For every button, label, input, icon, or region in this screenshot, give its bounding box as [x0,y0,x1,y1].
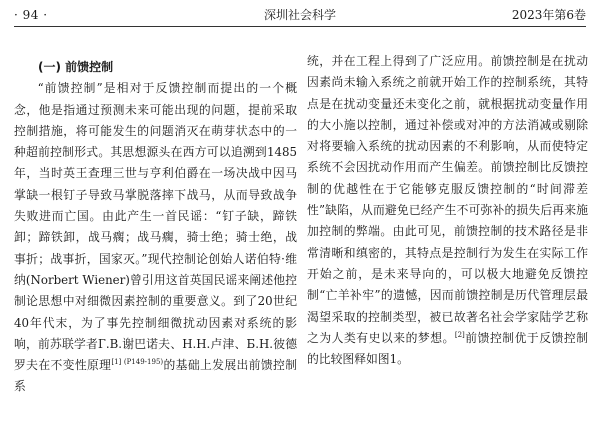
paragraph-text: 的基础上发展出前馈控制系 [14,358,297,394]
paragraph-text: 统，并在工程上得到了广泛应用。前馈控制是在扰动因素尚未输入系统之前就开始工作的控制系统，其特点是在扰动变量还未变化之前，就根据扰动变量作用的大小施以控制，通过补偿或对冲的方法消减或剔除对将要输入系统的扰动因素的不利影响，从而使特定系统不会因扰动作用而产生偏差。前馈控制比反馈控制的优越性在于它能够克服反馈控制的“时间滞差性”缺陷，从而避免已经产生不可弥补的损失后再来施加控制的弊端。由此可见，前馈控制的技术路径是非常清晰和缜密的，其特点是控制行为发生在实际工作开始之前，是未来导向的，可以极大地避免反馈控制“亡羊补牢”的遗憾，因而前馈控制是历代管理层最渴望采取的控制类型，被已故著名社会学家陆学艺称之为人类有史以来的梦想。 [307,54,588,345]
section-heading: (一) 前馈控制 [38,60,114,74]
paragraph-text: “前馈控制”是相对于反馈控制而提出的一个概念，他是指通过预测未来可能出现的问题，提前采取控制措施，将可能发生的问题消灭在萌芽状态中的一种超前控制形式。其思想源头在西方可以追溯到1485年，当时英王查理三世与亨利伯爵在一场决战中因马掌缺一根钉子导致马掌脱落摔下战马，从而导致战争失败进而亡国。由此产生一首民谣：“钉子缺，蹄铁卸；蹄铁卸，战马瘸；战马瘸，骑士绝；骑士绝，战事折；战事折，国家灭。”现代控制论创始人诺伯特·维纳(Norbert Wiener)曾引用这首英国民谣来阐述他控制论思想中对细微因素控制的重要意义。到了20世纪40年代末，为了事先控制细微扰动因素对系统的影响，前苏联学者Г.В.谢巴诺夫、Н.Н.卢津、Б.Н.彼德罗夫在不变性原理 [14,81,297,373]
issue-label: 2023年第6卷 [511,8,586,22]
body-paragraph [307,51,588,370]
journal-title: 深圳社会科学 [263,8,336,22]
right-column [307,51,588,370]
paragraph-text: 前馈控制优于反馈控制的比较图释如图1。 [307,330,588,367]
running-header [14,4,586,27]
citation-marker[interactable]: [2] [454,330,465,339]
body-paragraph [14,78,297,397]
left-column [14,51,297,398]
citation-marker[interactable]: [1] (P149-195) [111,358,164,367]
page-number: · 94 · [14,8,48,22]
